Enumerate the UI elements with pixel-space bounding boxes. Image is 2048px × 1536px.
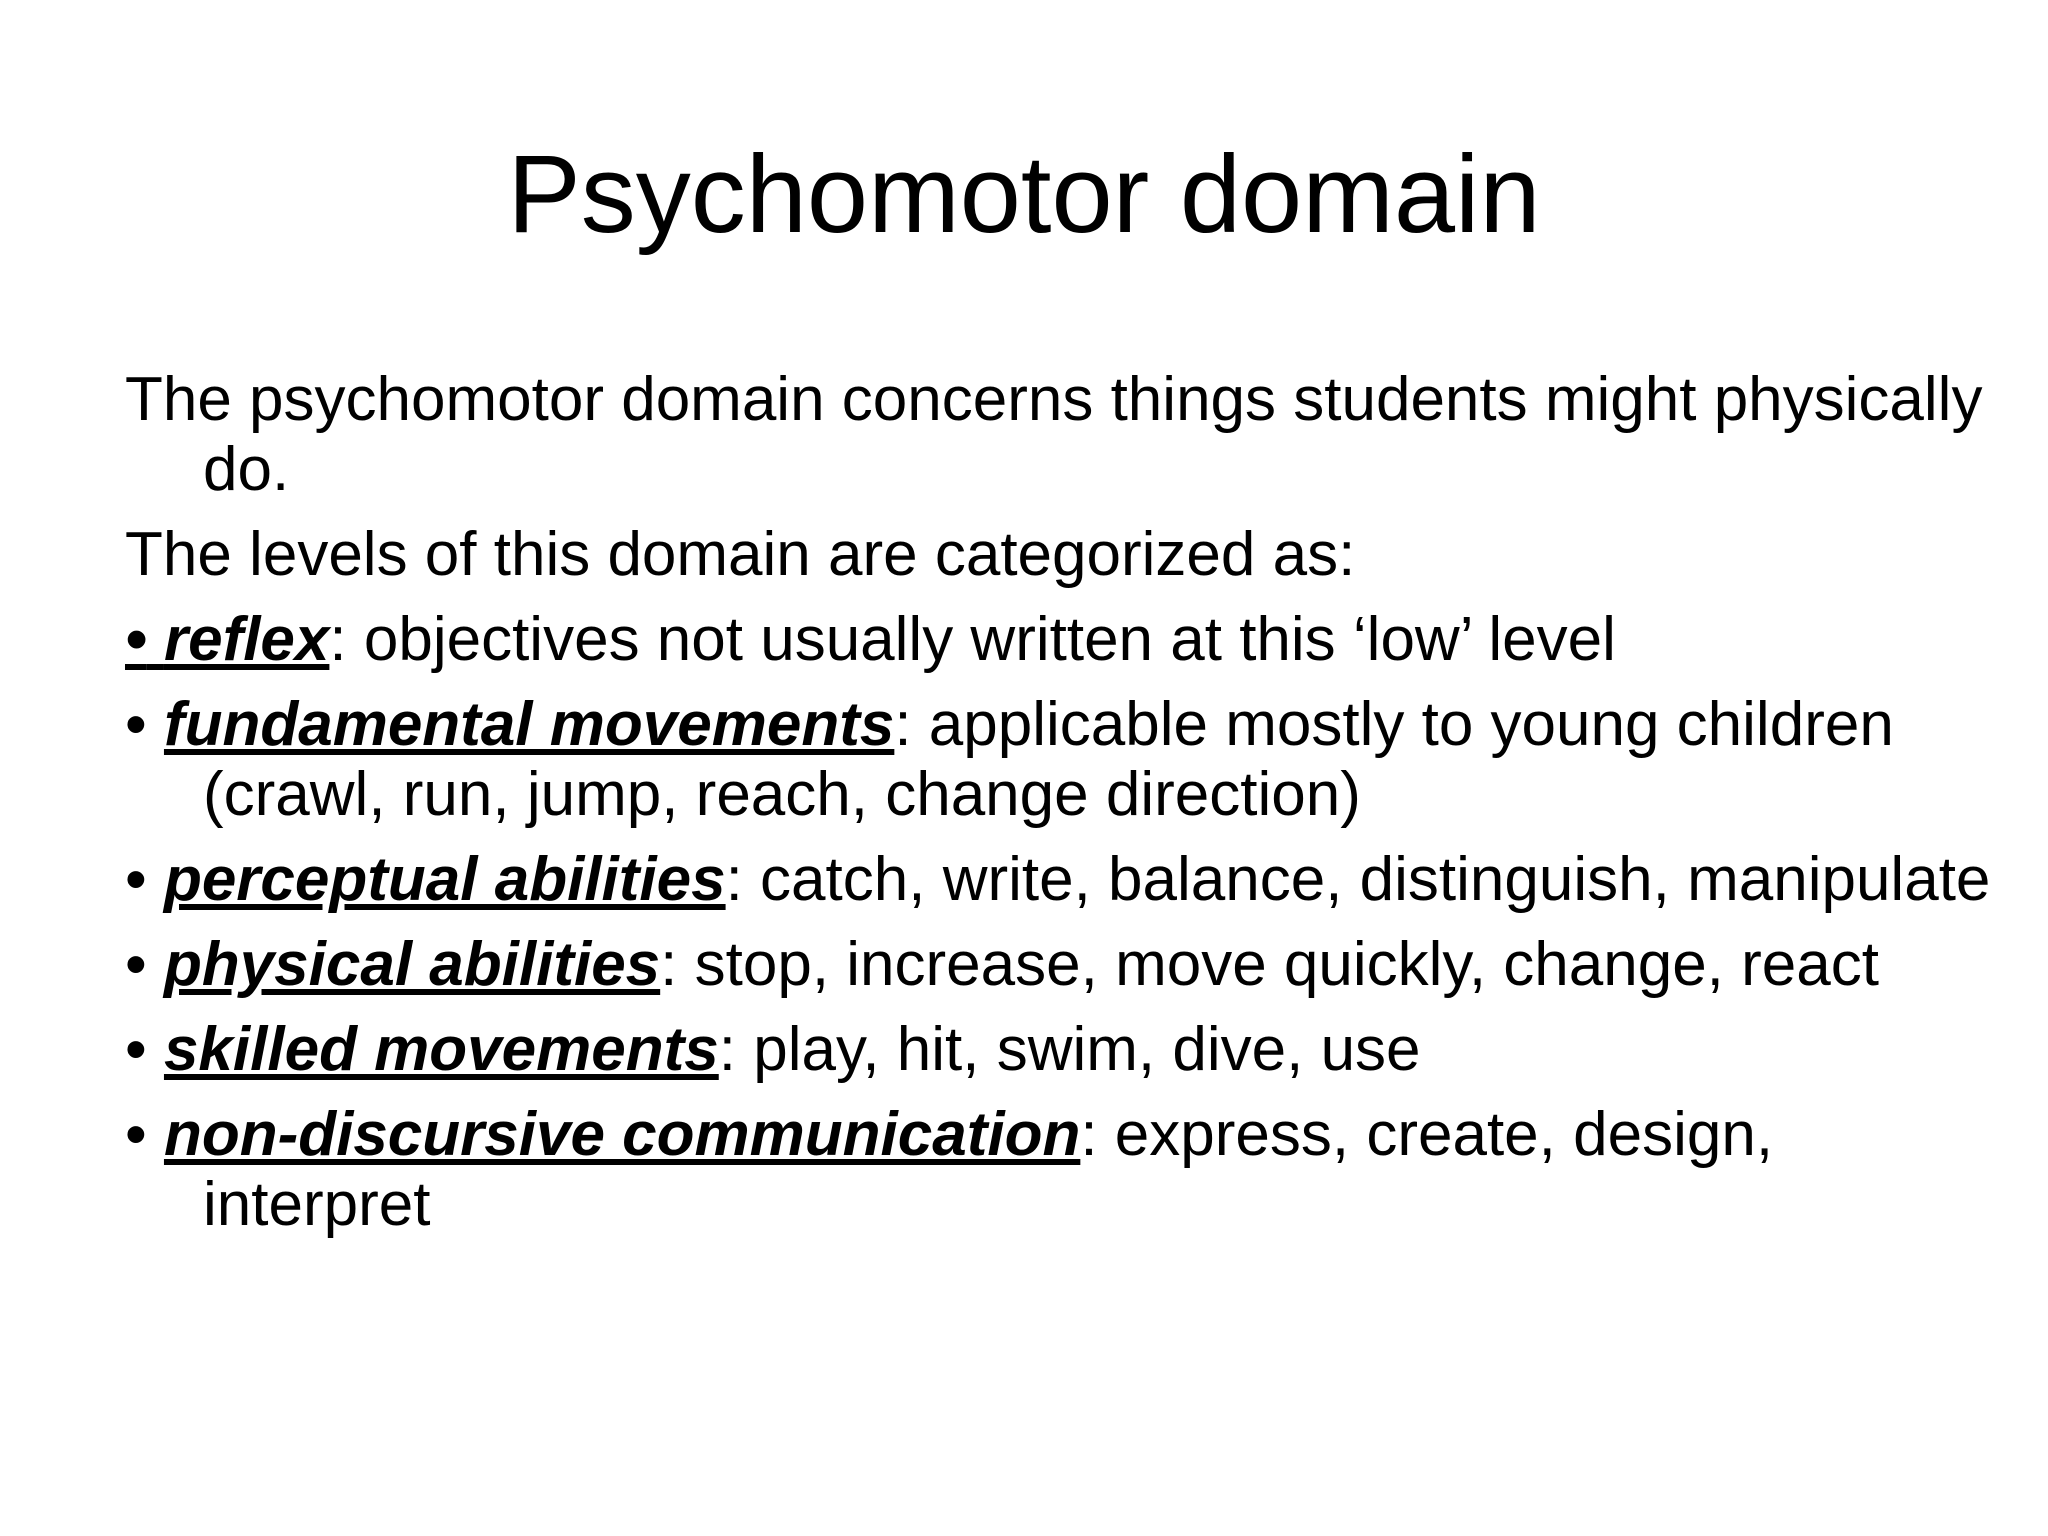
level-term: perceptual abilities bbox=[163, 845, 726, 914]
separator: : bbox=[329, 605, 347, 674]
separator: : bbox=[725, 845, 743, 914]
level-term bbox=[125, 605, 329, 674]
level-description: objectives not usually written at this ‘low’ level bbox=[346, 605, 1616, 674]
separator: : bbox=[660, 930, 678, 999]
level-term-text: reflex bbox=[163, 605, 330, 674]
level-term: physical abilities bbox=[163, 930, 661, 999]
level-term: fundamental movements bbox=[163, 690, 895, 759]
bullet: • bbox=[125, 1015, 147, 1084]
level-term: skilled movements bbox=[163, 1015, 719, 1084]
bullet: • bbox=[125, 930, 147, 999]
level-description: catch, write, balance, distinguish, manipulate bbox=[742, 845, 1991, 914]
slide-title: Psychomotor domain bbox=[507, 133, 1541, 256]
level-item-reflex bbox=[125, 605, 2005, 675]
level-item-skilled-movements bbox=[125, 1015, 2005, 1085]
level-description: express, create, design, interpret bbox=[203, 1100, 1774, 1239]
level-item-non-discursive-communication bbox=[125, 1100, 2005, 1240]
level-item-physical-abilities bbox=[125, 930, 2005, 1000]
bullet: • bbox=[125, 605, 147, 674]
level-description: applicable mostly to young children (crawl, run, jump, reach, change direction) bbox=[203, 690, 1894, 829]
level-item-fundamental-movements bbox=[125, 690, 2005, 830]
intro-paragraph: The psychomotor domain concerns things students might physically do. bbox=[125, 365, 1983, 504]
level-term: non-discursive communication bbox=[163, 1100, 1081, 1169]
bullet: • bbox=[125, 845, 147, 914]
separator: : bbox=[1080, 1100, 1098, 1169]
bullet: • bbox=[125, 1100, 147, 1169]
levels-intro-paragraph: The levels of this domain are categorized as: bbox=[125, 520, 1356, 589]
bullet: • bbox=[125, 690, 147, 759]
separator: : bbox=[894, 690, 912, 759]
level-description: play, hit, swim, dive, use bbox=[735, 1015, 1421, 1084]
level-item-perceptual-abilities bbox=[125, 845, 2005, 915]
level-description: stop, increase, move quickly, change, react bbox=[677, 930, 1879, 999]
slide-body bbox=[125, 365, 2005, 1255]
separator: : bbox=[718, 1015, 736, 1084]
